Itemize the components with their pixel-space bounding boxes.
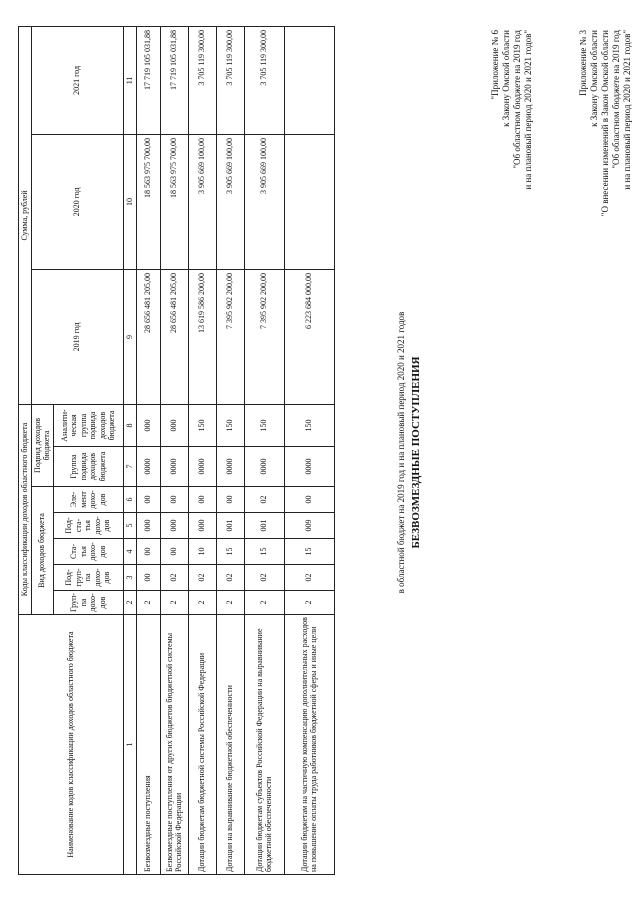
cell-analytic: 000 [160,404,188,446]
column-number: 8 [123,404,136,446]
cell-2019: 28 656 481 205,00 [160,269,188,404]
cell-podvid-group: 0000 [136,447,160,487]
header-2021: 2021 год [31,26,123,134]
cell-subarticle: 000 [136,513,160,539]
cell-group: 2 [244,591,284,615]
cell-2020: 3 905 669 100,00 [244,134,284,269]
header-analytic: Аналити-ческая группа подвида доходов бюджета [53,404,123,446]
document-title: БЕЗВОЗМЕЗДНЫЕ ПОСТУПЛЕНИЯ [410,356,422,549]
cell-subarticle: 001 [244,513,284,539]
cell-2021: 3 705 119 300,00 [244,26,284,134]
cell-name: Дотации бюджетам бюджетной системы Российской Федерации [188,615,216,875]
cell-2019: 7 395 902 200,00 [216,269,244,404]
header-2020: 2020 год [31,134,123,269]
cell-2019: 6 223 684 000,00 [284,269,334,404]
appendix-6-line: "Об областном бюджете на 2019 год [512,30,522,169]
cell-podvid-group: 0000 [284,447,334,487]
cell-2019: 28 656 481 205,00 [136,269,160,404]
header-element: Эле-мент дохо-дов [53,487,123,513]
appendix-3-header [578,30,633,216]
cell-group: 2 [284,591,334,615]
cell-2020: 3 905 669 100,00 [188,134,216,269]
appendix-3-line: "Об областном бюджете на 2019 год [611,30,621,169]
header-sum: Сумма, рублей [19,26,32,404]
header-group: Груп-па дохо-дов [53,591,123,615]
cell-analytic: 150 [244,404,284,446]
cell-subarticle: 000 [160,513,188,539]
table-row [188,26,216,874]
column-number: 6 [123,487,136,513]
cell-analytic: 150 [216,404,244,446]
cell-article: 15 [284,539,334,565]
cell-podvid-group: 0000 [244,447,284,487]
cell-element: 00 [188,487,216,513]
cell-2021: 3 705 119 300,00 [216,26,244,134]
cell-2021 [284,26,334,134]
cell-subgroup: 02 [216,565,244,591]
cell-article: 10 [188,539,216,565]
cell-group: 2 [188,591,216,615]
cell-name: Дотации бюджетам на частичную компенсацию дополнительных расходов на повышение оплаты труда работников бюджетной сферы и иные цели [284,615,334,875]
column-number: 2 [123,591,136,615]
revenue-table [18,26,335,875]
cell-2021: 17 719 105 031,88 [160,26,188,134]
cell-article: 00 [136,539,160,565]
header-vid: Вид доходов бюджета [31,487,53,615]
header-subarticle: Под-ста-тья дохо-дов [53,513,123,539]
header-article: Ста-тья дохо-дов [53,539,123,565]
cell-name: Дотации бюджетам субъектов Российской Федерации на выравнивание бюджетной обеспеченности [244,615,284,875]
table-row [136,26,160,874]
cell-element: 00 [216,487,244,513]
cell-subgroup: 02 [188,565,216,591]
cell-subarticle: 000 [188,513,216,539]
header-podvid-group: Группа подвида доходов бюджета [53,447,123,487]
column-number: 3 [123,565,136,591]
cell-2020: 18 563 975 700,00 [136,134,160,269]
cell-podvid-group: 0000 [188,447,216,487]
table-row [284,26,334,874]
cell-element: 00 [284,487,334,513]
cell-article: 00 [160,539,188,565]
column-number: 7 [123,447,136,487]
cell-analytic: 000 [136,404,160,446]
cell-2021: 17 719 105 031,88 [136,26,160,134]
header-codes: Коды классификации доходов областного бюджета [19,404,32,614]
cell-article: 15 [216,539,244,565]
cell-name: Безвозмездные поступления [136,615,160,875]
cell-name: Безвозмездные поступления от других бюджетов бюджетной системы Российской Федерации [160,615,188,875]
appendix-3-line: Приложение № 3 [578,30,588,96]
appendix-6-line: "Приложение № 6 [490,30,500,100]
column-number: 9 [123,269,136,404]
cell-group: 2 [136,591,160,615]
cell-subarticle: 001 [216,513,244,539]
cell-subgroup: 02 [160,565,188,591]
cell-subgroup: 00 [136,565,160,591]
cell-2020: 18 563 975 700,00 [160,134,188,269]
cell-2019: 13 619 586 200,00 [188,269,216,404]
appendix-3-line: и на плановый период 2020 и 2021 годов" [622,30,632,190]
cell-2020 [284,134,334,269]
cell-2021: 3 705 119 300,00 [188,26,216,134]
table-row [160,26,188,874]
numbering-row [123,26,136,874]
column-number: 11 [123,26,136,134]
header-podvid: Подвид доходов бюджета [31,404,53,486]
appendix-6-line: и на плановый период 2020 и 2021 годов" [523,30,533,190]
cell-analytic: 150 [188,404,216,446]
cell-subarticle: 009 [284,513,334,539]
cell-name: Дотации на выравнивание бюджетной обеспеченности [216,615,244,875]
header-subgroup: Под-груп-па дохо-дов [53,565,123,591]
cell-2020: 3 905 669 100,00 [216,134,244,269]
cell-2019: 7 395 902 200,00 [244,269,284,404]
document-subtitle: в областной бюджет на 2019 год и на плановый период 2020 и 2021 годов [396,311,406,594]
cell-subgroup: 02 [284,565,334,591]
column-number: 10 [123,134,136,269]
cell-element: 00 [160,487,188,513]
table-row [244,26,284,874]
cell-group: 2 [160,591,188,615]
appendix-3-line: "О внесении изменений в Закон Омской области [600,30,610,217]
appendix-6-header [490,30,534,190]
cell-subgroup: 02 [244,565,284,591]
column-number: 5 [123,513,136,539]
cell-element: 02 [244,487,284,513]
column-number: 4 [123,539,136,565]
table-row [216,26,244,874]
cell-article: 15 [244,539,284,565]
cell-element: 00 [136,487,160,513]
header-2019: 2019 год [31,269,123,404]
appendix-6-line: к Закону Омской области [501,30,511,127]
column-number: 1 [123,615,136,875]
cell-group: 2 [216,591,244,615]
cell-analytic: 150 [284,404,334,446]
cell-podvid-group: 0000 [216,447,244,487]
cell-podvid-group: 0000 [160,447,188,487]
header-name: Наименование кодов классификации доходов областного бюджета [19,615,124,875]
appendix-3-line: к Закону Омской области [589,30,599,127]
